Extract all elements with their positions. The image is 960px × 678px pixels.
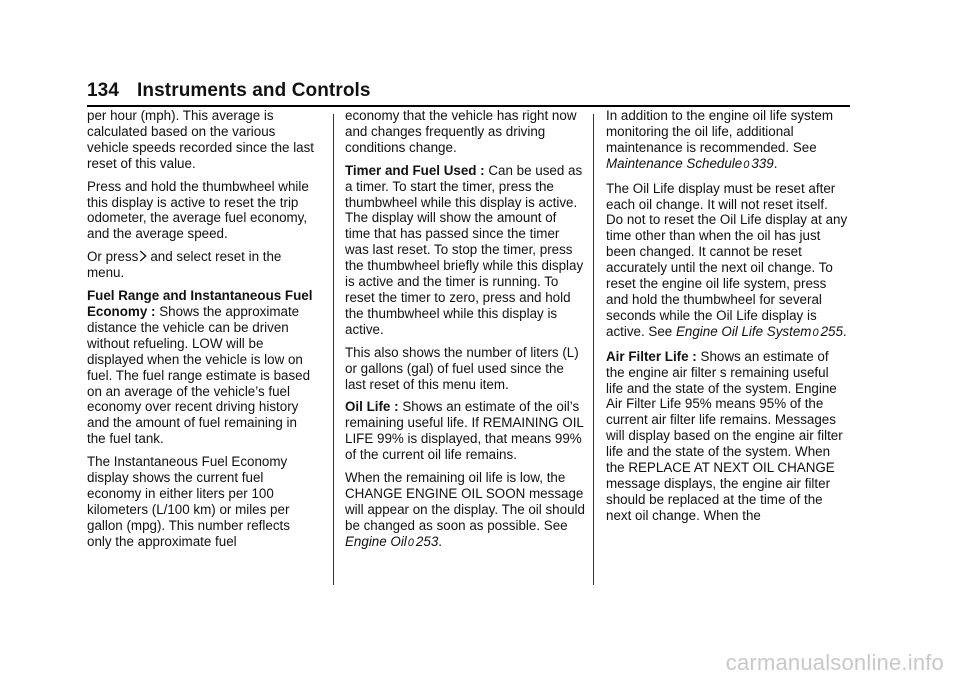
paragraph: Press and hold the thumbwheel while this display is active to reset the trip odometer, the average fuel economy, and the average speed. — [87, 178, 309, 242]
paragraph — [87, 249, 317, 281]
term-heading: Air Filter Life : — [606, 348, 697, 364]
term-heading: Timer and Fuel Used : — [345, 162, 485, 178]
column-divider-1 — [333, 114, 334, 585]
text-column-3 — [606, 108, 848, 531]
paragraph — [87, 288, 317, 447]
paragraph: The Instantaneous Fuel Economy display shows the current fuel economy in either liters per 100 kilometers (L/100 km) or miles per gallon (mpg). This number reflects only the approximate fuel — [87, 454, 290, 549]
cross-reference-link[interactable]: Maintenance Schedule0 339 — [606, 155, 774, 171]
text-column-1 — [87, 108, 317, 557]
paragraph-text: The Oil Life display must be reset after each oil change. It will not reset itself. Do not to reset the Oil Life display at any time other than when the oil has just been changed. It cannot be reset accurately until the next oil change. To reset the engine oil life system, press and hold the thumbwheel for several seconds while the Oil Life display is active. See — [606, 180, 848, 339]
paragraph-text: When the remaining oil life is low, the CHANGE ENGINE OIL SOON message will appear on the display. The oil should be changed as soon as possible. See — [345, 470, 585, 533]
term-heading: Fuel Range and Instantaneous Fuel Economy : — [87, 288, 313, 319]
paragraph-text: Shows an estimate of the oil’s remaining useful life. If REMAINING OIL LIFE 99% is displayed, that means 99% of the current oil life remains. — [345, 399, 584, 463]
watermark: carmanualsonline.info — [725, 650, 944, 675]
page-ref-arrow-icon: 0 — [407, 536, 414, 549]
paragraph-text: Shows an estimate of the engine air filter s remaining useful life and the state of the system. Engine Air Filter Life 95% means 95% of the current air filter life remains. Messages will display based on the engine air filter life and the state of the system. When the REPLACE AT NEXT OIL CHANGE message displays, the engine air filter should be replaced at the time of the next oil change. When the — [606, 348, 843, 523]
section-title: Instruments and Controls — [137, 80, 371, 101]
paragraph — [345, 399, 585, 463]
paragraph-text: Can be used as a timer. To start the timer, press the thumbwheel while this display is active. The display will show the amount of time that has passed since the timer was last reset. To stop the timer, press the thumbwheel briefly while this display is active and the timer is running. To reset the timer to zero, press and hold the thumbwheel while this display is active. — [345, 162, 584, 337]
paragraph: economy that the vehicle has right now and changes frequently as driving conditions change. — [345, 108, 577, 155]
column-divider-2 — [593, 114, 594, 585]
page-header — [87, 80, 371, 102]
paragraph: This also shows the number of liters (L) or gallons (gal) of fuel used since the last reset of this menu item. — [345, 344, 579, 392]
page-ref-arrow-icon: 0 — [743, 158, 750, 171]
text-column-2 — [345, 108, 585, 559]
paragraph-text: Or press — [87, 249, 139, 265]
paragraph: When the remaining oil life is low, the CHANGE ENGINE OIL SOON message will appear on the display. The oil should be changed as soon as possible. See Engine Oil0 253. — [345, 470, 585, 549]
term-heading: Oil Life : — [345, 399, 399, 415]
paragraph: The Oil Life display must be reset after each oil change. It will not reset itself. Do not to reset the Oil Life display at any time other than when the oil has just been changed. It cannot be reset accurately until the next oil change. To reset the engine oil life system, press and hold the thumbwheel for several seconds while the Oil Life display is active. See Engine Oil Life System0 255. — [606, 180, 848, 339]
paragraph — [606, 349, 848, 524]
paragraph-text: In addition to the engine oil life system monitoring the oil life, additional maintenance is recommended. See — [606, 108, 834, 155]
right-chevron-icon — [139, 249, 148, 265]
paragraph-text: and select reset in the menu. — [87, 249, 282, 281]
page-number: 134 — [87, 80, 120, 101]
cross-reference-link[interactable]: Engine Oil Life System0 255 — [675, 323, 843, 339]
paragraph — [345, 163, 585, 338]
page-ref-arrow-icon: 0 — [812, 326, 819, 339]
header-rule — [87, 105, 850, 107]
cross-reference-link[interactable]: Engine Oil0 253 — [345, 533, 439, 549]
paragraph: In addition to the engine oil life system monitoring the oil life, additional maintenance is recommended. See Maintenance Schedule0 339. — [606, 108, 834, 171]
paragraph-text: Shows the approximate distance the vehicle can be driven without refueling. LOW will be displayed when the vehicle is low on fuel. The fuel range estimate is based on an average of the vehicle’s fuel economy over recent driving history and the amount of fuel remaining in the fuel tank. — [87, 303, 311, 447]
paragraph: per hour (mph). This average is calculated based on the various vehicle speeds recorded since the last reset of this value. — [87, 108, 315, 171]
